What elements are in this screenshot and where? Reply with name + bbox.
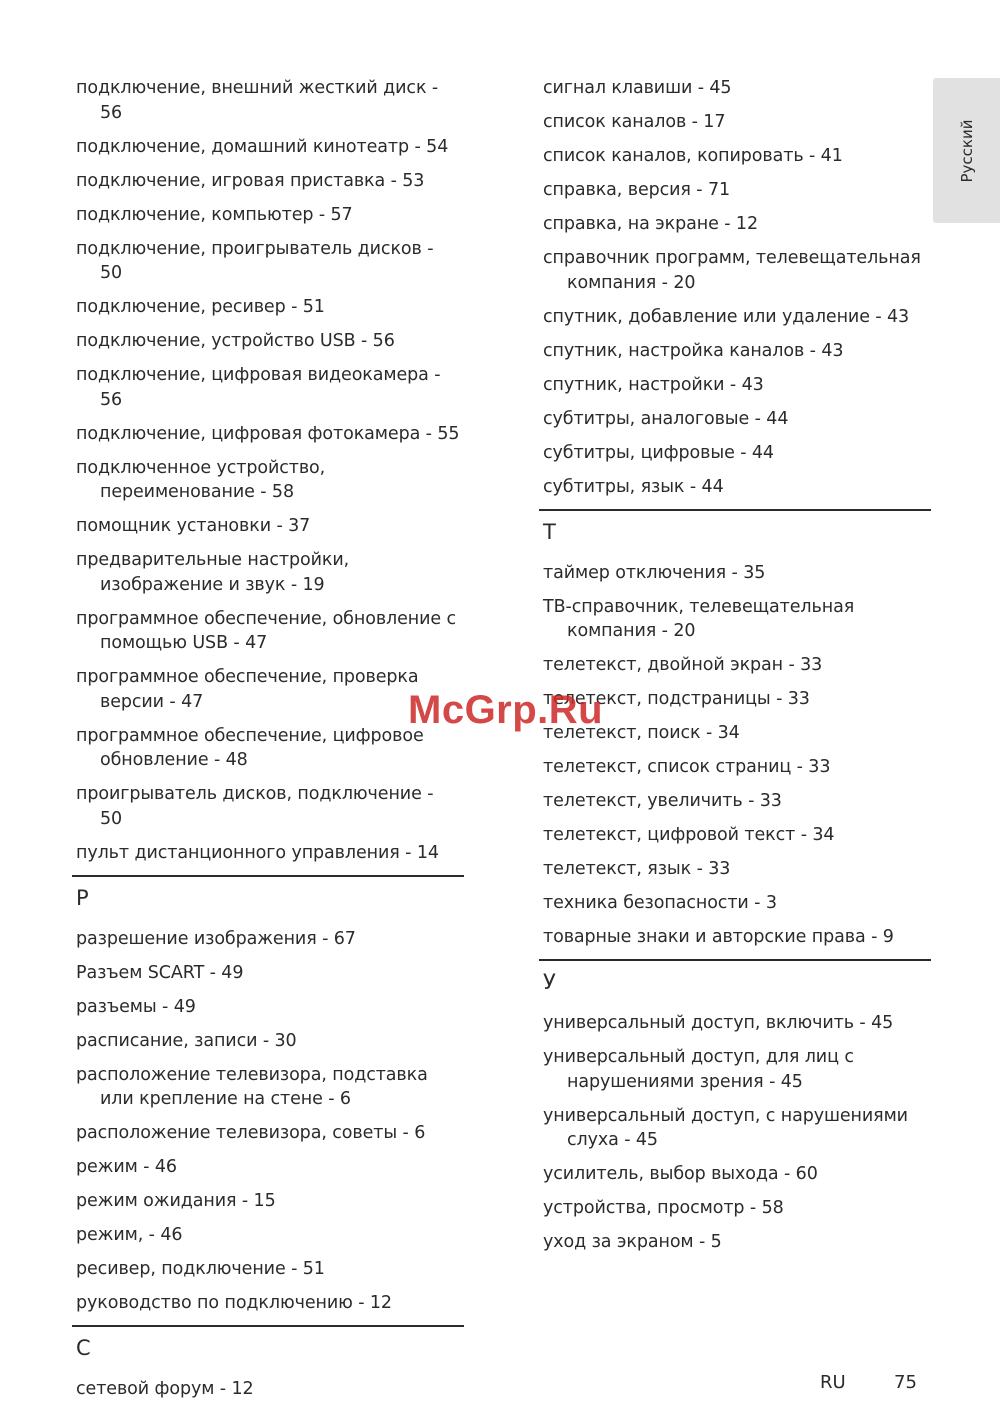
index-entry: разъемы - 49	[76, 996, 196, 1017]
index-column-right	[543, 76, 927, 1264]
index-entry: справка, версия - 71	[543, 180, 731, 200]
index-entry: пульт дистанционного управления - 14	[76, 842, 439, 863]
section-letter: С	[76, 1336, 91, 1360]
watermark: McGrp.Ru	[408, 688, 604, 732]
section-divider	[72, 875, 464, 877]
index-entry: ТВ-справочник, телевещательная компания - 20	[543, 596, 855, 641]
index-entry: ресивер, подключение - 51	[76, 1259, 325, 1279]
index-entry: программное обеспечение, цифровое обновление - 48	[76, 725, 424, 770]
index-entry: подключенное устройство, переименование - 58	[76, 457, 326, 502]
index-entry: Разъем SCART - 49	[76, 962, 244, 983]
index-entry: субтитры, аналоговые - 44	[543, 408, 789, 429]
index-entry: подключение, компьютер - 57	[76, 204, 353, 225]
index-section	[76, 1325, 460, 1402]
index-entry: товарные знаки и авторские права - 9	[543, 927, 894, 947]
index-section	[76, 875, 460, 1316]
index-entry: спутник, настройка каналов - 43	[543, 340, 844, 361]
section-letter: У	[543, 970, 556, 994]
index-entry: расположение телевизора, подставка или крепление на стене - 6	[76, 1064, 428, 1109]
index-entry: предварительные настройки, изображение и звук - 19	[76, 550, 350, 595]
index-entry: режим, - 46	[76, 1225, 183, 1245]
index-entry: подключение, игровая приставка - 53	[76, 170, 425, 191]
index-entry: телетекст, увеличить - 33	[543, 791, 782, 811]
index-entry: список каналов, копировать - 41	[543, 146, 843, 166]
index-entry: универсальный доступ, для лиц с нарушениями зрения - 45	[543, 1047, 854, 1092]
index-entry: подключение, ресивер - 51	[76, 297, 325, 317]
index-column-left	[76, 76, 460, 1411]
index-entry: сигнал клавиши - 45	[543, 78, 732, 98]
language-tab	[933, 78, 1000, 223]
index-entry: телетекст, подстраницы - 33	[543, 689, 810, 709]
index-entry: режим ожидания - 15	[76, 1191, 276, 1211]
index-entry: уход за экраном - 5	[543, 1232, 722, 1252]
language-tab-label: Русский	[957, 119, 976, 182]
index-entry: расписание, записи - 30	[76, 1030, 297, 1051]
index-entry: спутник, добавление или удаление - 43	[543, 306, 910, 327]
index-entry: телетекст, двойной экран - 33	[543, 655, 823, 675]
index-entry: разрешение изображения - 67	[76, 928, 356, 949]
section-divider	[539, 959, 931, 961]
index-entry: устройства, просмотр - 58	[543, 1198, 784, 1218]
section-divider	[539, 509, 931, 511]
index-entry: расположение телевизора, советы - 6	[76, 1123, 426, 1143]
index-entry: подключение, устройство USB - 56	[76, 331, 395, 351]
index-entry: усилитель, выбор выхода - 60	[543, 1164, 818, 1184]
index-entry: субтитры, язык - 44	[543, 476, 724, 497]
index-entry: телетекст, цифровой текст - 34	[543, 825, 835, 845]
index-entry: подключение, проигрыватель дисков - 50	[76, 238, 434, 283]
index-entry: подключение, цифровая фотокамера - 55	[76, 423, 460, 444]
index-entry: подключение, домашний кинотеатр - 54	[76, 136, 449, 157]
section-letter: Т	[543, 519, 556, 544]
footer-language-code: RU	[820, 1372, 846, 1393]
index-entry: справочник программ, телевещательная компания - 20	[543, 248, 921, 293]
index-entry: режим - 46	[76, 1157, 177, 1177]
index-entry: подключение, внешний жесткий диск - 56	[76, 78, 439, 123]
index-entry: сетевой форум - 12	[76, 1379, 254, 1399]
index-entry: телетекст, поиск - 34	[543, 723, 740, 743]
section-letter: Р	[76, 885, 89, 910]
index-entry: руководство по подключению - 12	[76, 1293, 392, 1313]
index-entry: техника безопасности - 3	[543, 893, 777, 913]
index-entry: телетекст, список страниц - 33	[543, 757, 831, 777]
index-entry: помощник установки - 37	[76, 516, 311, 536]
index-entry: проигрыватель дисков, подключение - 50	[76, 784, 434, 829]
index-entry: телетекст, язык - 33	[543, 859, 731, 879]
index-entry: универсальный доступ, включить - 45	[543, 1013, 894, 1033]
index-entry: программное обеспечение, обновление с помощью USB - 47	[76, 608, 457, 653]
index-entry: список каналов - 17	[543, 112, 726, 132]
index-entry: субтитры, цифровые - 44	[543, 442, 774, 463]
section-divider	[72, 1325, 464, 1327]
index-entry: таймер отключения - 35	[543, 562, 766, 583]
index-entry: подключение, цифровая видеокамера - 56	[76, 365, 441, 410]
index-entry: справка, на экране - 12	[543, 214, 758, 234]
index-entry: универсальный доступ, с нарушениями слуха - 45	[543, 1105, 908, 1150]
index-entry: программное обеспечение, проверка версии - 47	[76, 667, 419, 712]
index-entry: спутник, настройки - 43	[543, 374, 764, 395]
page-number: 75	[894, 1372, 917, 1393]
index-section	[543, 959, 927, 1255]
